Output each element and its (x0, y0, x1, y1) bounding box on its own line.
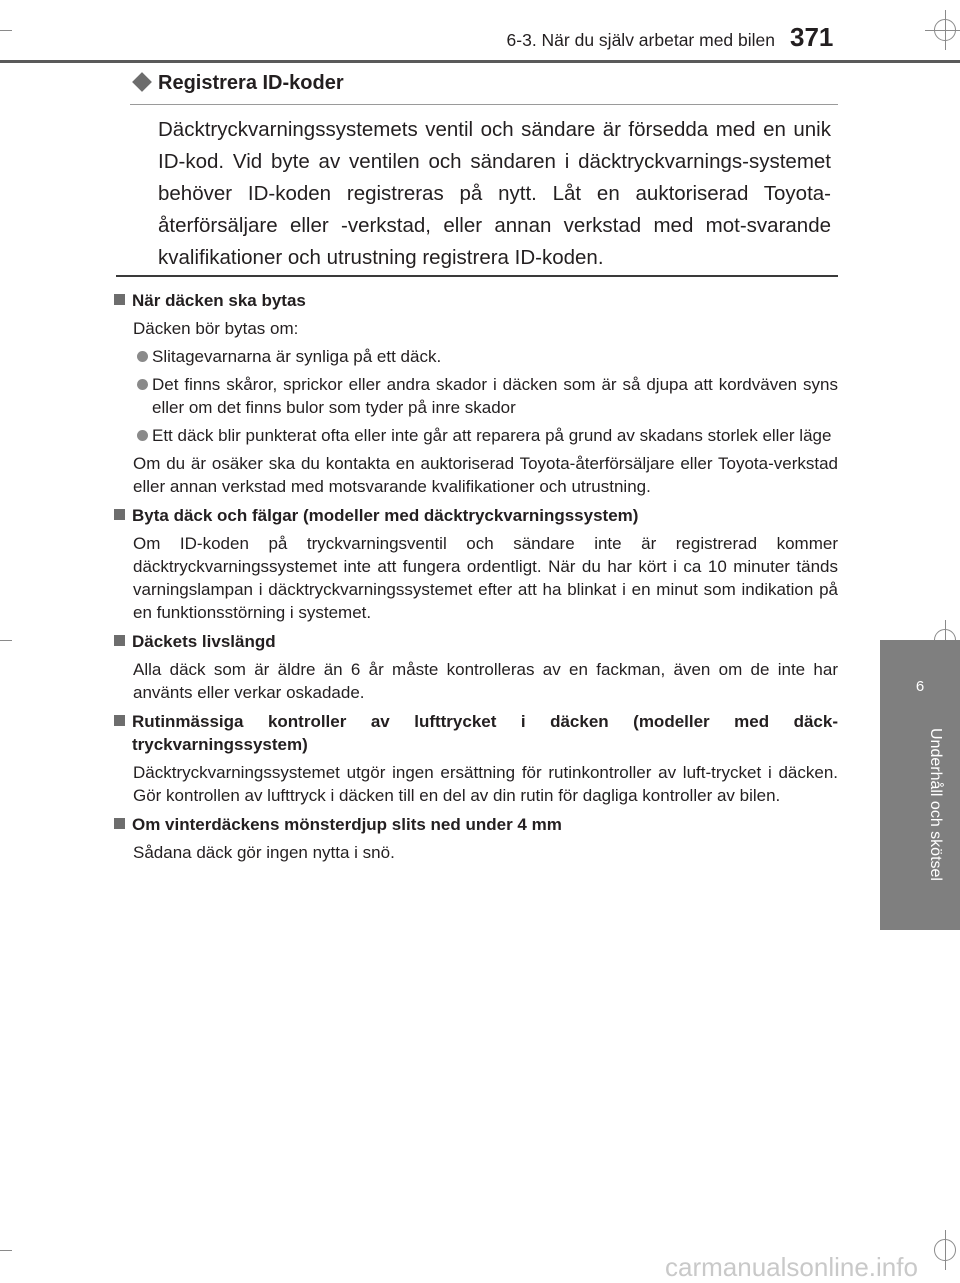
note-text: Alla däck som är äldre än 6 år måste kontrolleras av en fackman, även om de inte har använts eller verkar oskadade. (133, 660, 838, 702)
square-bullet-icon (114, 715, 125, 726)
chapter-number: 6 (915, 678, 925, 695)
note-changing-wheels (114, 504, 838, 624)
note-heading (114, 630, 838, 653)
watermark: carmanualsonline.info (665, 1252, 918, 1282)
note-heading-text: Om vinterdäckens mönsterdjup slits ned under 4 mm (132, 815, 562, 834)
note-text: Däcken bör bytas om: (133, 319, 299, 338)
note-heading (114, 813, 838, 836)
page-number: 371 (790, 22, 834, 52)
section-intro: Däcktryckvarningssystemets ventil och sändare är försedda med en unik ID-kod. Vid byte av ventilen och sändaren i däcktryckvarnings-systemet behöver ID-koden registreras på nytt. Låt en auktoriserad Toyota-återförsäljare eller -verkstad, eller annan verkstad med mot-svarande kvalifikationer och utrustning registrera ID-koden. (158, 118, 831, 269)
list-item (114, 424, 838, 447)
list-item-text: Det finns skåror, sprickor eller andra skador i däcken som är så djupa att kordväven syns eller om det finns bulor som tyder på inre skador (152, 375, 838, 417)
page-header (0, 0, 960, 60)
square-bullet-icon (114, 818, 125, 829)
note-heading (114, 504, 838, 527)
diamond-icon (132, 72, 152, 92)
section-heading (130, 70, 838, 105)
registration-mark (934, 1239, 956, 1261)
chapter-section-title: 6-3. När du själv arbetar med bilen (506, 30, 775, 50)
note-tire-replacement (114, 289, 838, 498)
square-bullet-icon (114, 294, 125, 305)
header-rule (0, 60, 960, 63)
note-heading-text: Rutinmässiga kontroller av lufttrycket i däcken (modeller med däck-tryckvarningssystem) (132, 712, 838, 754)
note-heading-text: När däcken ska bytas (132, 291, 306, 310)
note-tire-lifespan (114, 630, 838, 704)
section-divider (116, 275, 838, 277)
note-winter-tires (114, 813, 838, 864)
note-heading (114, 710, 838, 756)
list-item-text: Slitagevarnarna är synliga på ett däck. (152, 347, 442, 366)
list-item (114, 345, 838, 368)
note-heading-text: Däckets livslängd (132, 632, 276, 651)
crop-mark (0, 1250, 12, 1251)
note-text: Sådana däck gör ingen nytta i snö. (133, 843, 395, 862)
list-item-text: Ett däck blir punkterat ofta eller inte går att reparera på grund av skadans storlek eller läge (152, 426, 832, 445)
note-text-after: Om du är osäker ska du kontakta en auktoriserad Toyota-återförsäljare eller Toyota-verkstad eller annan verkstad med motsvarande kvalifikationer och utrustning. (133, 454, 838, 496)
note-text: Om ID-koden på tryckvarningsventil och sändare inte är registrerad kommer däcktryckvarningssystemet inte att fungera ordentligt. När du har kört i ca 10 minuter tänds varningslampan i däcktryckvarningssystemet efter att ha blinkat i en minut som indikation på en funktionsstörning i systemet. (133, 534, 838, 622)
chapter-label: Underhåll och skötsel (927, 728, 944, 881)
circle-bullet-icon (137, 379, 148, 390)
list-item (114, 373, 838, 419)
chapter-side-tab (880, 640, 960, 930)
note-text: Däcktryckvarningssystemet utgör ingen ersättning för rutinkontroller av luft-trycket i däcken. Gör kontrollen av lufttryck i däcken till en del av din rutin för dagliga kontroller av bilen. (133, 763, 838, 805)
square-bullet-icon (114, 509, 125, 520)
crop-mark (0, 640, 12, 641)
section-title: Registrera ID-koder (158, 72, 344, 94)
circle-bullet-icon (137, 430, 148, 441)
note-routine-checks (114, 710, 838, 807)
note-heading-text: Byta däck och fälgar (modeller med däcktryckvarningssystem) (132, 506, 639, 525)
square-bullet-icon (114, 635, 125, 646)
note-heading (114, 289, 838, 312)
notes-list (114, 289, 838, 870)
circle-bullet-icon (137, 351, 148, 362)
